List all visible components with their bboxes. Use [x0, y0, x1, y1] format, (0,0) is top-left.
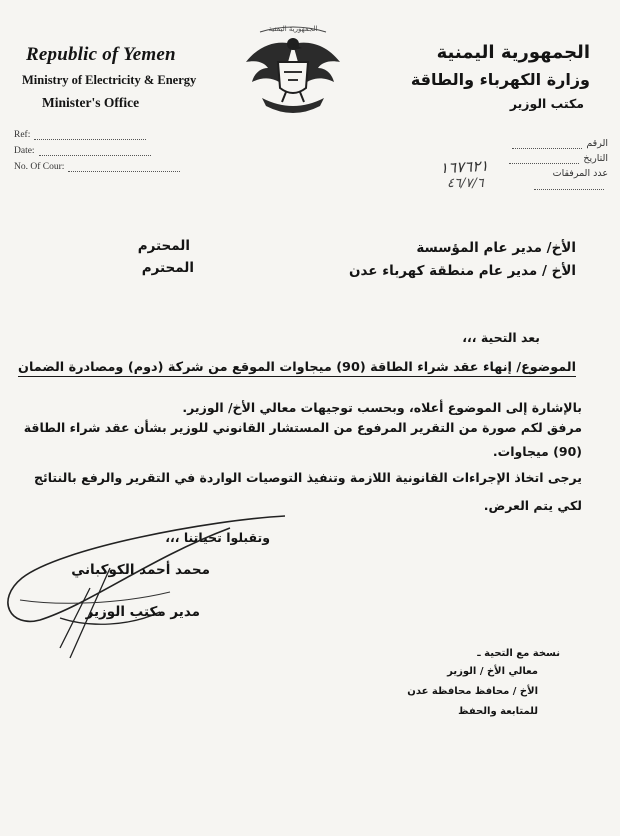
yemen-eagle-emblem-icon: [238, 22, 348, 122]
header-ministry-ar: وزارة الكهرباء والطاقة: [410, 70, 590, 89]
header-office-ar: مكتب الوزير: [509, 96, 584, 111]
count-label-ar: عدد المرفقات: [552, 168, 608, 179]
header-office-en: Minister's Office: [42, 95, 140, 110]
addressee-2-salute: المحترم: [141, 260, 194, 276]
body-line-3: (90) ميجاوات.: [492, 444, 582, 459]
count-row-ar: [488, 168, 608, 190]
count-field-ar: [534, 180, 604, 190]
body-line-4: يرجى اتخاذ الإجراءات القانونية اللازمة وتنفيذ التوصيات الواردة في التقرير والرفع بالنتائج: [34, 470, 582, 485]
subject-text: الموضوع/ إنهاء عقد شراء الطاقة (90) ميجاوات الموقع من شركة (دوم) ومصادرة الضمان: [18, 360, 576, 375]
date-row-ar: [488, 153, 608, 164]
signature-icon: [0, 508, 300, 668]
ref-label-ar: الرقم: [586, 138, 608, 149]
header-republic-ar: الجمهورية اليمنية: [436, 42, 590, 63]
closing: وتقبلوا تحياتنا ،،،: [165, 530, 270, 545]
addressee-1-salute: المحترم: [137, 238, 190, 254]
header-republic-en: Republic of Yemen: [26, 44, 176, 65]
count-field-en: [68, 162, 180, 172]
count-label-en: No. Of Cour:: [14, 162, 65, 172]
subject-line: [16, 360, 576, 375]
copy-item-3: للمتابعة والحفظ: [458, 706, 538, 717]
ref-row-ar: [488, 138, 608, 149]
copy-item-1: معالي الأخ / الوزير: [447, 666, 538, 677]
handwritten-ref-date: ٤٦/٧/٦: [447, 176, 484, 191]
ref-field-en: [34, 130, 146, 140]
header-ministry-en: Ministry of Electricity & Energy: [22, 73, 197, 87]
addressee-1: الأخ/ مدير عام المؤسسة: [416, 240, 576, 256]
copies-header: نسخة مع التحية ـ: [477, 648, 560, 659]
date-field-ar: [509, 154, 579, 164]
copy-item-2: الأخ / محافظ محافظة عدن: [407, 686, 538, 697]
body-line-5: لكي يتم العرض.: [483, 498, 582, 513]
ref-field-ar: [512, 139, 582, 149]
date-field-en: [39, 146, 151, 156]
addressee-2: الأخ / مدير عام منطقة كهرباء عدن: [348, 263, 576, 279]
count-row-en: [14, 162, 180, 172]
date-label-en: Date:: [14, 146, 35, 156]
ref-row-en: [14, 130, 146, 140]
signatory-name: محمد أحمد الكوكباني: [71, 562, 210, 578]
body-line-1: بالإشارة إلى الموضوع أعلاه، وبحسب توجيهات معالي الأخ/ الوزير.: [182, 400, 582, 415]
body-line-2: مرفق لكم صورة من التقرير المرفوع من المستشار القانوني للوزير بشأن عقد شراء الطاقة: [23, 420, 582, 435]
handwritten-ref-number: ١٦٧٦٢١: [439, 156, 489, 178]
date-label-ar: التاريخ: [583, 153, 608, 164]
signatory-title: مدير مكتب الوزير: [85, 604, 200, 620]
greeting: بعد التحية ،،،: [462, 330, 540, 345]
ref-label-en: Ref:: [14, 130, 31, 140]
date-row-en: [14, 146, 151, 156]
emblem-ribbon-text: الجمهورية اليمنية: [268, 25, 318, 33]
